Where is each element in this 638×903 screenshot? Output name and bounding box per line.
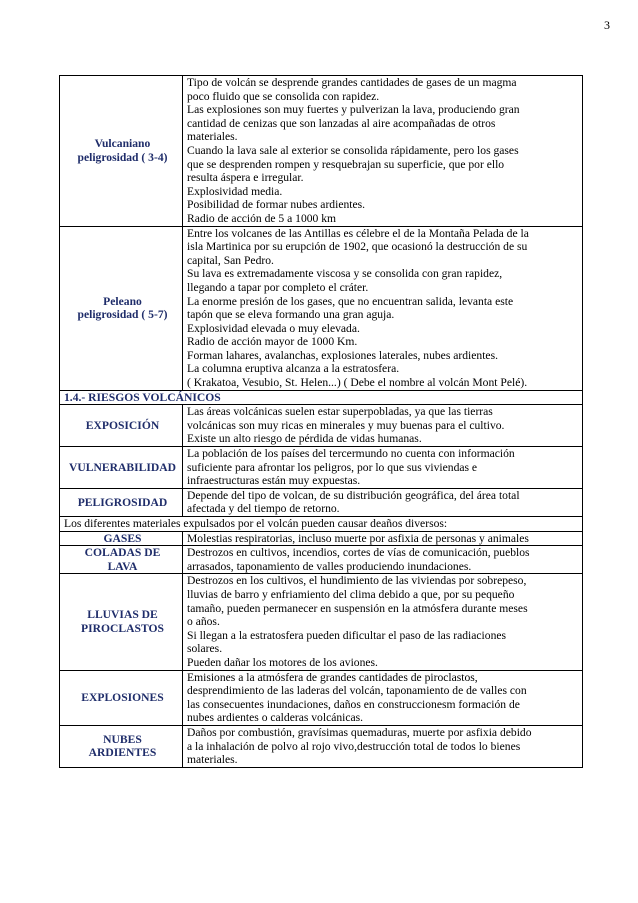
page-number: 3 (604, 18, 610, 32)
text-line: Forman lahares, avalanchas, explosiones laterales, nubes ardientes. (187, 348, 498, 362)
text-line: suficiente para afrontar los peligros, por lo que sus viviendas e (187, 460, 478, 474)
text-line: volcánicas son muy ricas en minerales y muy buenas para el cultivo. (187, 418, 505, 432)
text-line: Tipo de volcán se desprende grandes cantidades de gases de un magma (187, 76, 517, 89)
text-line: lluvias de barro y enfriamiento del clima debido a que, por su pequeño (187, 587, 515, 601)
table-row-coladas (60, 546, 583, 574)
damage-label-text: LAVA (107, 559, 138, 573)
text-line: ( Krakatoa, Vesubio, St. Helen...) ( Debe el nombre al volcán Mont Pelé). (187, 376, 528, 390)
risk-label-peligrosidad (60, 488, 183, 516)
damage-description-piroclastos (183, 574, 583, 670)
damage-description-explosiones (183, 670, 583, 725)
text-line: afectada y del tiempo de retorno. (187, 502, 340, 516)
text-line: tapón que se eleva formando una gran aguja. (187, 308, 395, 322)
text-line: resulta áspera e irregular. (187, 171, 304, 185)
type-name: Peleano (103, 294, 142, 308)
risk-label-exposicion (60, 405, 183, 447)
table-row-damages-intro (60, 517, 583, 532)
risk-description-exposicion (183, 405, 583, 447)
table-row-vulcaniano (60, 76, 583, 227)
text-line: Molestias respiratorias, incluso muerte por asfixia de personas y animales (187, 531, 529, 545)
text-line: Radio de acción de 5 a 1000 km (187, 211, 337, 225)
text-line: Explosividad elevada o muy elevada. (187, 321, 360, 335)
table-row-peleano (60, 226, 583, 390)
table-row-gases (60, 531, 583, 546)
risk-description-peligrosidad (183, 488, 583, 516)
text-line: Entre los volcanes de las Antillas es célebre el de la Montaña Pelada de la (187, 226, 529, 240)
text-line: Las explosiones son muy fuertes y pulverizan la lava, produciendo gran (187, 103, 520, 117)
text-line: Las áreas volcánicas suelen estar superpobladas, ya que las tierras (187, 405, 493, 419)
text-line: Explosividad media. (187, 184, 283, 198)
damage-description-coladas (183, 546, 583, 574)
type-name: Vulcaniano (94, 137, 151, 151)
risk-label-text: PELIGROSIDAD (77, 495, 168, 509)
text-line: o años. (187, 615, 220, 629)
damage-label-piroclastos (60, 574, 183, 670)
text-line: Si llegan a la estratosfera pueden dificultar el paso de las radiaciones (187, 628, 507, 642)
type-description-vulcaniano (183, 76, 583, 227)
table-row-peligrosidad (60, 488, 583, 516)
type-danger: peligrosidad ( 3-4) (77, 150, 168, 164)
text-line: materiales. (187, 130, 238, 144)
text-line: isla Martinica por su erupción de 1902, que ocasionó la destrucción de su (187, 240, 528, 254)
risk-description-vulnerabilidad (183, 447, 583, 489)
damage-label-text: EXPLOSIONES (81, 690, 164, 704)
damage-label-text: PIROCLASTOS (81, 621, 164, 635)
damage-label-text: COLADAS DE (84, 546, 161, 560)
damage-label-coladas (60, 546, 183, 574)
table-row-section-heading (60, 390, 583, 405)
text-line: llegando a tapar por completo el cráter. (187, 280, 369, 294)
risk-label-text: VULNERABILIDAD (69, 460, 176, 474)
damage-label-text: LLUVIAS DE (87, 608, 158, 622)
damage-description-gases (183, 531, 583, 546)
table-body (60, 76, 583, 768)
text-line: a la inhalación de polvo al rojo vivo,destrucción total de todos lo bienes (187, 739, 521, 753)
text-line: Pueden dañar los motores de los aviones. (187, 655, 378, 669)
text-line: solares. (187, 642, 223, 656)
text-line: Existe un alto riesgo de pérdida de vidas humanas. (187, 432, 422, 446)
table-row-vulnerabilidad (60, 447, 583, 489)
text-line: Cuando la lava sale al exterior se consolida rápidamente, pero los gases (187, 143, 519, 157)
type-label-peleano (60, 226, 183, 390)
text-line: La columna eruptiva alcanza a la estratosfera. (187, 362, 400, 376)
text-line: La enorme presión de los gases, que no encuentran salida, levanta este (187, 294, 514, 308)
table-row-explosiones (60, 670, 583, 725)
type-description-peleano (183, 226, 583, 390)
volcano-risk-table (59, 75, 583, 768)
text-line: materiales. (187, 753, 238, 767)
damage-description-nubes (183, 725, 583, 767)
table-row-piroclastos (60, 574, 583, 670)
text-line: Daños por combustión, gravísimas quemaduras, muerte por asfixia debido (187, 725, 532, 739)
text-line: Depende del tipo de volcan, de su distribución geográfica, del área total (187, 488, 520, 502)
risk-label-text: EXPOSICIÓN (85, 418, 160, 432)
text-line: nubes ardientes o calderas volcánicas. (187, 711, 364, 725)
text-line: Su lava es extremadamente viscosa y se consolida con gran rapidez, (187, 267, 503, 281)
text-line: que se desprenden rompen y resquebrajan su superficie, que por ello (187, 157, 505, 171)
damage-label-text: GASES (103, 531, 142, 545)
damage-label-nubes (60, 725, 183, 767)
section-heading: 1.4.- RIESGOS VOLCÁNICOS (60, 390, 583, 405)
text-line: las consecuentes inundaciones, daños en construccionesm formación de (187, 697, 520, 711)
damage-label-gases (60, 531, 183, 546)
damage-label-text: ARDIENTES (88, 746, 157, 760)
text-line: La población de los países del tercermundo no cuenta con información (187, 447, 515, 461)
text-line: Destrozos en los cultivos, el hundimiento de las viviendas por sobrepeso, (187, 574, 527, 588)
text-line: poco fluido que se consolida con rapidez. (187, 89, 380, 103)
text-line: tamaño, pueden permanecer en suspensión en la atmósfera durante meses (187, 601, 528, 615)
damages-intro: Los diferentes materiales expulsados por el volcán pueden causar deaños diversos: (60, 517, 583, 532)
damage-label-explosiones (60, 670, 183, 725)
risk-label-vulnerabilidad (60, 447, 183, 489)
text-line: cantidad de cenizas que son lanzadas al aire acompañadas de otros (187, 116, 496, 130)
text-line: arrasados, taponamiento de valles produciendo inundaciones. (187, 559, 472, 573)
text-line: Destrozos en cultivos, incendios, cortes de vías de comunicación, pueblos (187, 546, 530, 560)
text-line: Posibilidad de formar nubes ardientes. (187, 198, 366, 212)
table-row-exposicion (60, 405, 583, 447)
text-line: capital, San Pedro. (187, 253, 274, 267)
text-line: Emisiones a la atmósfera de grandes cantidades de piroclastos, (187, 670, 478, 684)
text-line: desprendimiento de las laderas del volcán, taponamiento de de valles con (187, 684, 527, 698)
damage-label-text: NUBES (103, 732, 142, 746)
type-label-vulcaniano (60, 76, 183, 227)
table-row-nubes (60, 725, 583, 767)
text-line: infraestructuras están muy expuestas. (187, 474, 361, 488)
type-danger: peligrosidad ( 5-7) (77, 308, 168, 322)
text-line: Radio de acción mayor de 1000 Km. (187, 335, 358, 349)
